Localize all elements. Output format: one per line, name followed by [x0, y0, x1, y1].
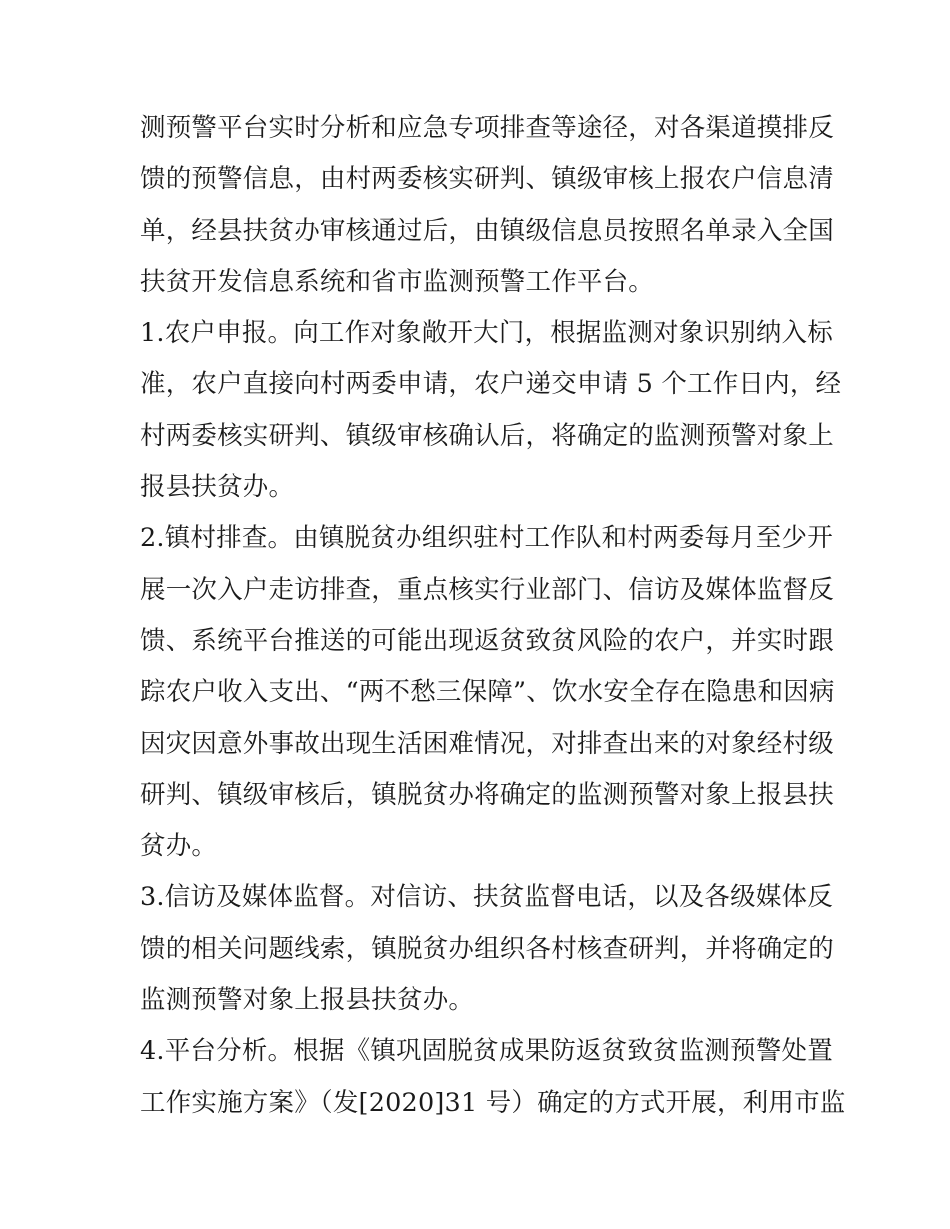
text-line: 馈的预警信息，由村两委核实研判、镇级审核上报农户信息清 — [140, 164, 834, 195]
paragraph-4-start: 4.平台分析。根据《镇巩固脱贫成果防返贫致贫监测预警处置 — [140, 1036, 833, 1067]
text-line: 贫办。 — [140, 831, 218, 862]
paragraph-3-start: 3.信访及媒体监督。对信访、扶贫监督电话，以及各级媒体反 — [140, 882, 833, 913]
text-line: 监测预警对象上报县扶贫办。 — [140, 985, 475, 1016]
text-line: 踪农户收入支出、“两不愁三保障”、饮水安全存在隐患和因病 — [140, 677, 835, 708]
text-line: 研判、镇级审核后，镇脱贫办将确定的监测预警对象上报县扶 — [140, 779, 834, 810]
text-line: 馈的相关问题线索，镇脱贫办组织各村核查研判，并将确定的 — [140, 933, 834, 964]
text-line: 报县扶贫办。 — [140, 472, 295, 503]
text-line: 馈、系统平台推送的可能出现返贫致贫风险的农户，并实时跟 — [140, 625, 834, 656]
text-line: 因灾因意外事故出现生活困难情况，对排查出来的对象经村级 — [140, 728, 834, 759]
document-body — [140, 103, 846, 1129]
text-line: 扶贫开发信息系统和省市监测预警工作平台。 — [140, 266, 655, 297]
text-line: 村两委核实研判、镇级审核确认后，将确定的监测预警对象上 — [140, 420, 834, 451]
text-line: 单，经县扶贫办审核通过后，由镇级信息员按照名单录入全国 — [140, 215, 834, 246]
text-line: 工作实施方案》（发[2020]31 号）确定的方式开展，利用市监 — [140, 1087, 846, 1118]
paragraph-2-start: 2.镇村排查。由镇脱贫办组织驻村工作队和村两委每月至少开 — [140, 523, 833, 554]
paragraph-1-start: 1.农户申报。向工作对象敞开大门，根据监测对象识别纳入标 — [140, 318, 833, 349]
text-line: 测预警平台实时分析和应急专项排查等途径，对各渠道摸排反 — [140, 113, 834, 143]
text-line: 准，农户直接向村两委申请，农户递交申请 5 个工作日内，经 — [140, 369, 842, 400]
text-line: 展一次入户走访排查，重点核实行业部门、信访及媒体监督反 — [140, 574, 834, 605]
